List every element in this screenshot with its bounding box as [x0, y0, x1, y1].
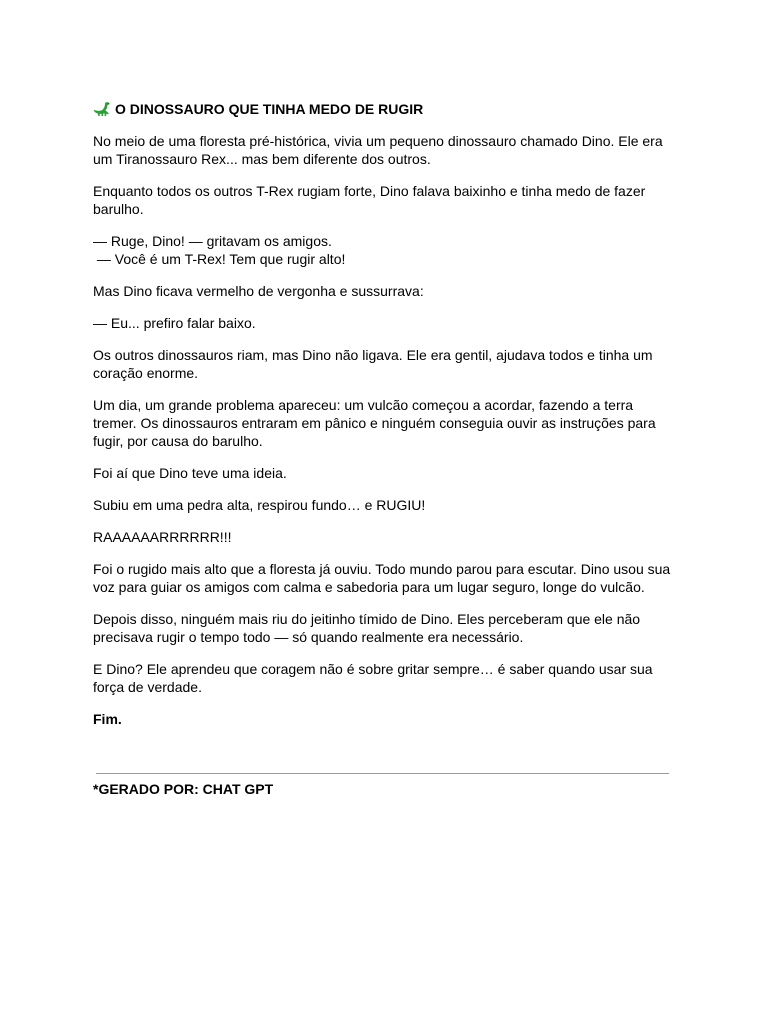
- paragraph-2: Enquanto todos os outros T-Rex rugiam forte, Dino falava baixinho e tinha medo de fazer barulho.: [93, 183, 646, 217]
- paragraph-1: No meio de uma floresta pré-histórica, vivia um pequeno dinossauro chamado Dino. Ele era um Tiranossauro Rex... mas bem diferente dos outros.: [93, 133, 663, 167]
- horizontal-divider: [96, 773, 669, 774]
- sauropod-dinosaur-icon: [93, 101, 111, 117]
- document-page: [93, 100, 678, 797]
- paragraph-8: Foi aí que Dino teve uma ideia.: [93, 465, 287, 481]
- paragraph-11: Foi o rugido mais alto que a floresta já ouviu. Todo mundo parou para escutar. Dino usou sua voz para guiar os amigos com calma e sabedoria para um lugar seguro, longe do vulcão.: [93, 561, 671, 595]
- title-text: O DINOSSAURO QUE TINHA MEDO DE RUGIR: [115, 101, 424, 117]
- paragraph-6: Os outros dinossauros riam, mas Dino não ligava. Ele era gentil, ajudava todos e tinha um coração enorme.: [93, 347, 653, 381]
- paragraph-4: Mas Dino ficava vermelho de vergonha e sussurrava:: [93, 283, 424, 299]
- dialogue-line-1: — Ruge, Dino! — gritavam os amigos.: [93, 233, 332, 249]
- paragraph-13: E Dino? Ele aprendeu que coragem não é sobre gritar sempre… é saber quando usar sua força de verdade.: [93, 661, 653, 695]
- story-ending: Fim.: [93, 711, 122, 727]
- dialogue-line-2: — Você é um T-Rex! Tem que rugir alto!: [93, 251, 346, 267]
- generated-by-footer: *GERADO POR: CHAT GPT: [93, 781, 274, 797]
- paragraph-7: Um dia, um grande problema apareceu: um vulcão começou a acordar, fazendo a terra tremer. Os dinossauros entraram em pânico e ninguém conseguia ouvir as instruções para fugir, por causa do barulho.: [93, 397, 656, 449]
- paragraph-10: RAAAAAARRRRRR!!!: [93, 529, 232, 545]
- paragraph-5: — Eu... prefiro falar baixo.: [93, 315, 256, 331]
- paragraph-12: Depois disso, ninguém mais riu do jeitinho tímido de Dino. Eles perceberam que ele não precisava rugir o tempo todo — só quando realmente era necessário.: [93, 611, 641, 645]
- story-title: [93, 100, 678, 118]
- paragraph-9: Subiu em uma pedra alta, respirou fundo… e RUGIU!: [93, 497, 426, 513]
